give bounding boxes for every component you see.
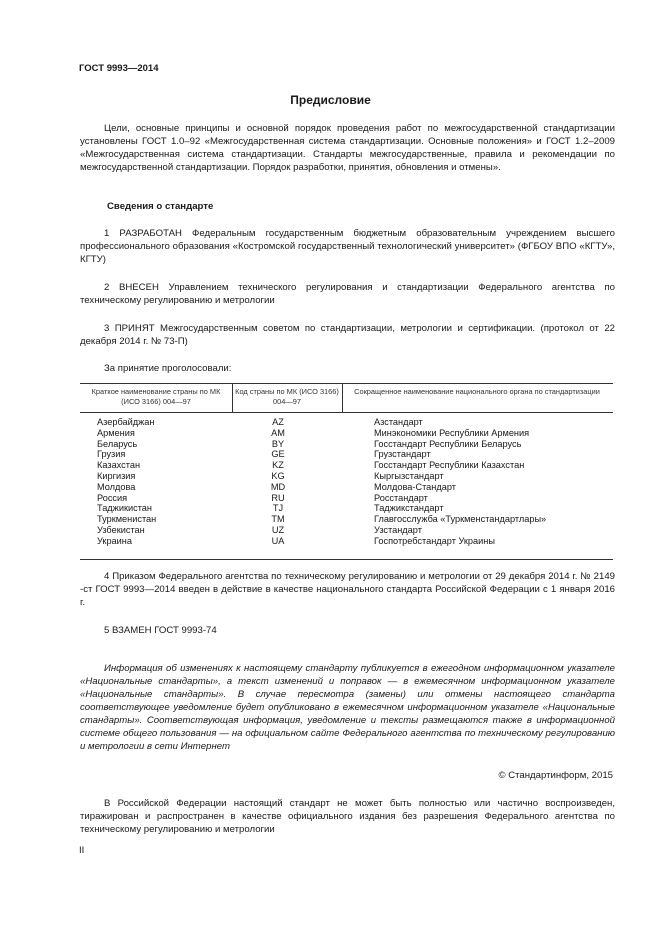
body-cell: Госстандарт Республики Казахстан bbox=[374, 460, 525, 471]
table-row bbox=[80, 449, 613, 460]
table-row bbox=[80, 525, 613, 536]
country-cell: Грузия bbox=[97, 449, 126, 460]
body-cell: Узстандарт bbox=[374, 524, 422, 535]
item-3-text: 3 ПРИНЯТ Межгосударственным советом по стандартизации, метрологии и сертификации. (протокол от 22 декабря 2014 г. № 73-П) bbox=[80, 323, 615, 347]
table-row bbox=[80, 460, 613, 471]
body-cell: Молдова-Стандарт bbox=[374, 481, 456, 492]
country-cell: Киргизия bbox=[97, 470, 136, 481]
item-3 bbox=[80, 322, 615, 348]
code-cell: TJ bbox=[272, 503, 284, 514]
table-row bbox=[80, 514, 613, 525]
table-row bbox=[80, 536, 613, 547]
body-cell: Таджикстандарт bbox=[374, 503, 444, 514]
reproduction-note bbox=[80, 797, 615, 836]
country-cell: Туркменистан bbox=[97, 514, 157, 525]
info-note-text: Информация об изменениях к настоящему стандарту публикуется в ежегодном информационном указателе «Национальные стандарты», а текст изменений и поправок — в ежемесячном информационном указателе «Национальные стандарты». В случае пересмотра (замены) или отмены настоящего стандарта соответствующее уведомление будет опубликовано в ежемесячном информационном указателе «Национальные стандарты». Соответствующая информация, уведомление и тексты размещаются также в информационной системе общего пользования — на официальном сайте Федерального агентства по техническому регулированию и метрологии в сети Интернет bbox=[80, 663, 615, 752]
code-cell: RU bbox=[271, 492, 285, 503]
body-cell: Кыргызстандарт bbox=[374, 470, 444, 481]
body-cell: Грузстандарт bbox=[374, 449, 431, 460]
code-cell: BY bbox=[271, 438, 285, 449]
code-cell: GE bbox=[271, 449, 285, 460]
item-1 bbox=[80, 227, 615, 266]
code-cell: AM bbox=[271, 427, 285, 438]
table-row bbox=[80, 471, 613, 482]
table-header-code: Код страны по МК (ИСО 3166) 004—97 bbox=[235, 387, 339, 406]
code-cell: KZ bbox=[272, 460, 284, 471]
body-cell: Минэкономики Республики Армения bbox=[374, 427, 530, 438]
table-row bbox=[80, 439, 613, 450]
voted-label bbox=[80, 362, 615, 375]
body-cell: Росстандарт bbox=[374, 492, 428, 503]
code-cell: UA bbox=[271, 535, 285, 546]
country-cell: Армения bbox=[97, 427, 135, 438]
table-row bbox=[80, 503, 613, 514]
page-title: Предисловие bbox=[290, 93, 371, 107]
country-cell: Азербайджан bbox=[97, 417, 155, 427]
column-divider bbox=[342, 384, 343, 412]
country-cell: Таджикистан bbox=[97, 503, 152, 514]
item-2 bbox=[80, 281, 615, 307]
table-row bbox=[80, 428, 613, 439]
item-2-text: 2 ВНЕСЕН Управлением технического регулирования и стандартизации Федерального агентства по техническому регулированию и метрологии bbox=[80, 282, 615, 306]
item-5 bbox=[80, 624, 615, 637]
country-cell: Казахстан bbox=[97, 460, 141, 471]
code-cell: AZ bbox=[272, 417, 284, 427]
copyright-line: © Стандартинформ, 2015 bbox=[498, 770, 613, 781]
code-cell: TM bbox=[271, 514, 285, 525]
section-heading: Сведения о стандарте bbox=[107, 201, 214, 212]
item-1-text: 1 РАЗРАБОТАН Федеральным государственным бюджетным образовательным учреждением высшего профессионального образования «Костромской государственный технологический университет» (ФГБОУ ВПО «КГТУ», КГТУ) bbox=[80, 228, 615, 265]
country-cell: Молдова bbox=[97, 481, 136, 492]
code-cell: MD bbox=[270, 481, 286, 492]
body-cell: Госстандарт Республики Беларусь bbox=[374, 438, 522, 449]
intro-paragraph bbox=[80, 122, 615, 174]
country-cell: Украина bbox=[97, 535, 132, 546]
code-cell: UZ bbox=[271, 524, 285, 535]
item-4 bbox=[80, 570, 615, 609]
country-cell: Россия bbox=[97, 492, 128, 503]
country-cell: Беларусь bbox=[97, 438, 138, 449]
code-cell: KG bbox=[271, 470, 285, 481]
body-cell: Главгосслужба «Туркменстандартлары» bbox=[374, 514, 547, 525]
document-code: ГОСТ 9993—2014 bbox=[79, 63, 159, 74]
column-divider bbox=[232, 384, 233, 412]
voted-label-text: За принятие проголосовали: bbox=[104, 363, 232, 374]
info-note bbox=[80, 662, 615, 753]
table-row bbox=[80, 417, 613, 428]
table-header-country: Краткое наименование страны по МК (ИСО 3166) 004—97 bbox=[91, 387, 221, 406]
reproduction-note-text: В Российской Федерации настоящий стандарт не может быть полностью или частично воспроизведен, тиражирован и распространен в качестве официального издания без разрешения Федерального агентства по техническому регулированию и метрологии bbox=[80, 798, 615, 835]
table-row bbox=[80, 493, 613, 504]
table-header-body: Сокращенное наименование национального органа по стандартизации bbox=[354, 387, 600, 396]
voting-table bbox=[80, 383, 613, 560]
table-row bbox=[80, 482, 613, 493]
table-body bbox=[80, 417, 613, 547]
body-cell: Азстандарт bbox=[374, 417, 423, 427]
item-5-text: 5 ВЗАМЕН ГОСТ 9993-74 bbox=[104, 625, 217, 636]
page-number: II bbox=[79, 845, 85, 856]
country-cell: Узбекистан bbox=[97, 524, 145, 535]
intro-text: Цели, основные принципы и основной порядок проведения работ по межгосударственной стандартизации установлены ГОСТ 1.0–92 «Межгосударственная система стандартизации. Основные положения» и ГОСТ 1.2–2009 «Межгосударственная система стандартизации. Стандарты межгосударственные, правила и рекомендации по межгосударственной стандартизации. Порядок разработки, принятия, обновления и отмены». bbox=[80, 123, 615, 173]
item-4-text: 4 Приказом Федерального агентства по техническому регулированию и метрологии от 29 декабря 2014 г. № 2149 -ст ГОСТ 9993—2014 введен в действие в качестве национального стандарта Российской Федерации с 1 января 2016 г. bbox=[80, 571, 615, 608]
body-cell: Госпотребстандарт Украины bbox=[374, 535, 495, 546]
